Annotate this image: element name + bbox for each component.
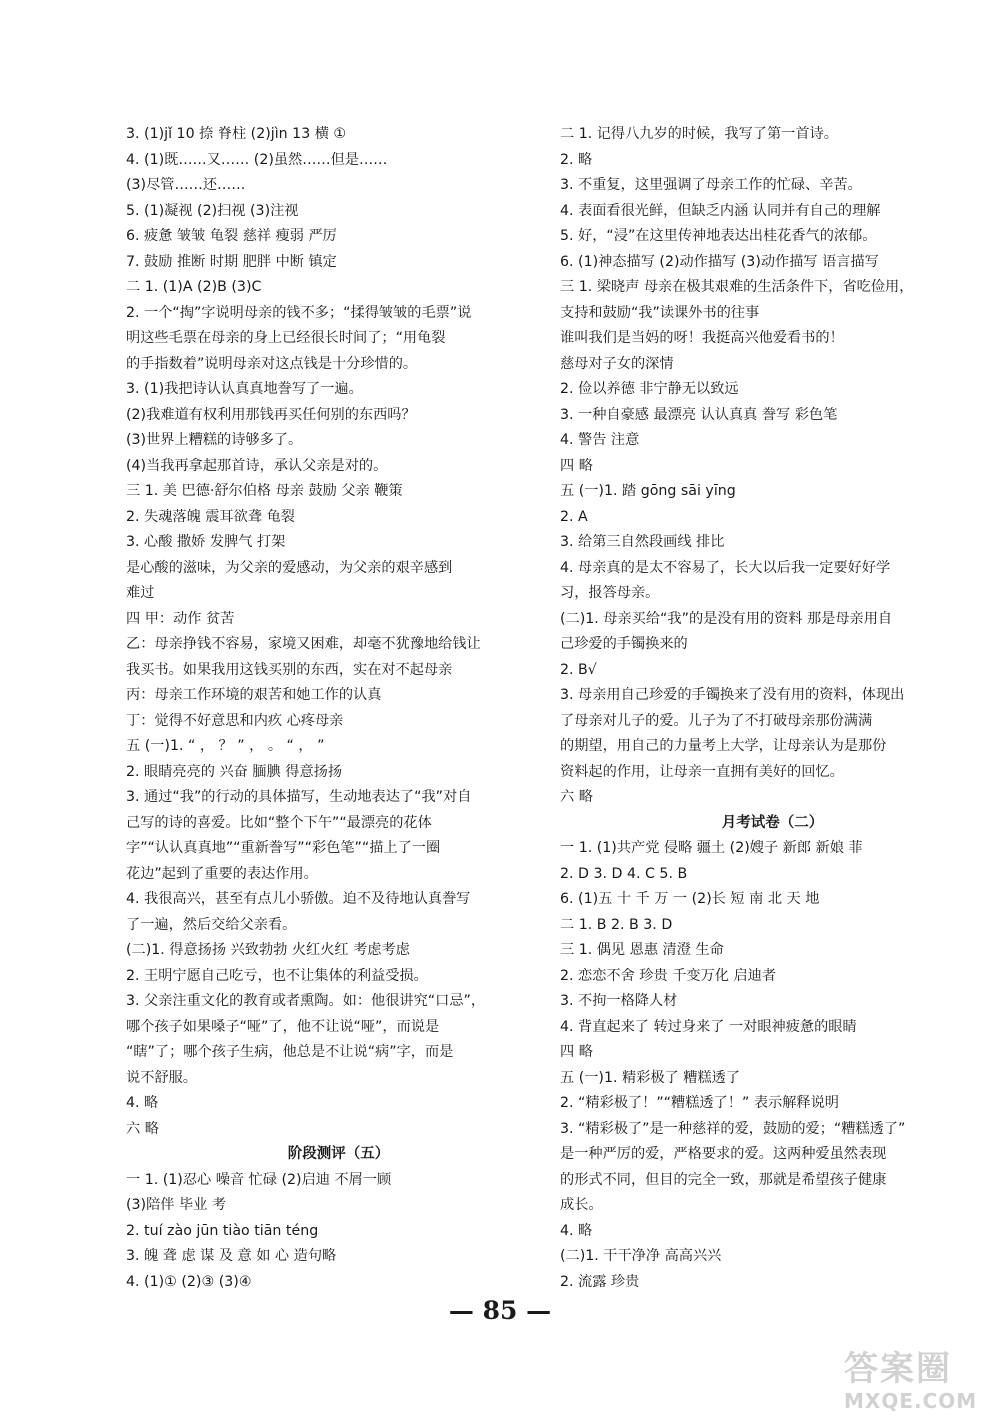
- answer-line: 资料起的作用，让母亲一直拥有美好的回忆。: [560, 763, 844, 780]
- answer-line: 了母亲对儿子的爱。儿子为了不打破母亲那份满满: [560, 712, 873, 729]
- answer-line: 己珍爱的手镯换来的: [560, 636, 688, 652]
- answer-line: 5. 好，“浸”在这里传神地表达出桂花香气的浓郁。: [560, 228, 877, 244]
- answer-line: 3. 父亲注重文化的教育或者熏陶。如：他很讲究“口忌”，: [126, 993, 486, 1009]
- answer-line: 3. 通过“我”的行动的具体描写，生动地表达了“我”对自: [126, 789, 472, 805]
- answer-line: 了一遍，然后交给父亲看。: [126, 916, 297, 933]
- answer-line: 2. 一个“掏”字说明母亲的钱不多；“揉得皱皱的毛票”说: [126, 304, 472, 321]
- answer-line: 一 1. (1)忍心 噪音 忙碌 (2)启迪 不屑一顾: [126, 1171, 392, 1188]
- answer-line: 2. B√: [560, 661, 597, 678]
- answer-line: 四 略: [560, 1044, 593, 1060]
- section-heading: 阶段测评（五）: [287, 1146, 390, 1162]
- answer-line: 6. (1)五 十 千 万 一 (2)长 短 南 北 天 地: [560, 891, 820, 907]
- answer-line: 是心酸的滋味，为父亲的爱感动，为父亲的艰辛感到: [126, 559, 453, 576]
- answer-line: 2. A: [560, 508, 588, 525]
- answer-line: 乙：母亲挣钱不容易，家境又困难，却毫不犹豫地给钱让: [126, 636, 481, 652]
- section-heading: 月考试卷（二）: [721, 814, 824, 831]
- answer-line: 说不舒服。: [126, 1069, 197, 1086]
- right-answer-column: [560, 122, 985, 1295]
- answer-line: 2. tuí zào jūn tiào tiān téng: [126, 1222, 319, 1239]
- answer-line: 3. “精彩极了”是一种慈祥的爱，鼓励的爱；“糟糕透了”: [560, 1120, 906, 1137]
- answer-line: 2. 恋恋不舍 珍贵 千变万化 启迪者: [560, 967, 777, 984]
- answer-line: 四 略: [560, 457, 593, 474]
- answer-line: 明这些毛票在母亲的身上已经很长时间了；“用龟裂: [126, 330, 446, 346]
- answer-line: 的期望，用自己的力量考上大学，让母亲认为是那份: [560, 738, 887, 754]
- answer-line: 谁叫我们是当妈的呀！我挺高兴他爱看书的！: [560, 330, 844, 346]
- answer-line: 3. 一种自豪感 最漂亮 认认真真 誊写 彩色笔: [560, 406, 838, 423]
- answer-line: 的手指数着”说明母亲对这点钱是十分珍惜的。: [126, 355, 418, 372]
- left-answer-column: [126, 122, 551, 1295]
- answer-line: 己写的诗的喜爱。比如“整个下午”“最漂亮的花体: [126, 814, 432, 831]
- answer-line: 支持和鼓励“我”读课外书的往事: [560, 304, 760, 321]
- answer-line: 4. 背直起来了 转过身来了 一对眼神疲惫的眼睛: [560, 1018, 857, 1035]
- answer-line: 难过: [126, 585, 155, 601]
- answer-line: 2. 流露 珍贵: [560, 1273, 640, 1290]
- answer-line: 花边”起到了重要的表达作用。: [126, 865, 318, 882]
- answer-line: 丁：觉得不好意思和内疚 心疼母亲: [126, 712, 344, 729]
- answer-line: 哪个孩子如果嗓子“哑”了，他不让说“哑”，而说是: [126, 1018, 440, 1035]
- answer-line: (3)尽管……还……: [126, 177, 246, 193]
- answer-line: 4. 我很高兴，甚至有点儿小骄傲。迫不及待地认真誊写: [126, 891, 471, 907]
- answer-line: 五 (一)1. “ ， ？ ” ， 。 “ ， ”: [126, 738, 325, 754]
- answer-line: 3. (1)我把诗认认真真地誊写了一遍。: [126, 381, 363, 397]
- answer-line: 二 1. B 2. B 3. D: [560, 916, 673, 933]
- answer-line: 2. “精彩极了！”“糟糕透了！” 表示解释说明: [560, 1095, 839, 1111]
- answer-line: 二 1. (1)A (2)B (3)C: [126, 279, 262, 295]
- answer-line: (二)1. 干干净净 高高兴兴: [560, 1248, 722, 1264]
- answer-line: 2. 王明宁愿自己吃亏，也不让集体的利益受损。: [126, 967, 428, 984]
- answer-line: (二)1. 母亲买给“我”的是没有用的资料 那是母亲用自: [560, 610, 893, 627]
- answer-line: 6. 疲惫 皱皱 龟裂 慈祥 瘦弱 严厉: [126, 228, 337, 244]
- answer-line: 字”“认认真真地”“重新誊写”“彩色笔”“描上了一圈: [126, 840, 441, 856]
- answer-line: (2)我难道有权利用那钱再买任何别的东西吗？: [126, 406, 416, 423]
- answer-line: 3. 心酸 撒娇 发脾气 打架: [126, 534, 286, 550]
- answer-line: 3. 不拘一格降人材: [560, 993, 678, 1009]
- answer-line: 3. 不重复，这里强调了母亲工作的忙碌、辛苦。: [560, 177, 862, 193]
- answer-line: 的形式不同，但目的完全一致，那就是希望孩子健康: [560, 1171, 887, 1188]
- answer-line: 六 略: [560, 789, 593, 805]
- answer-line: 三 1. 偶见 恩惠 清澄 生命: [560, 942, 724, 958]
- answer-line: 2. 失魂落魄 震耳欲聋 龟裂: [126, 508, 295, 525]
- answer-line: 3. 母亲用自己珍爱的手镯换来了没有用的资料，体现出: [560, 687, 905, 703]
- answer-line: 4. (1)① (2)③ (3)④: [126, 1273, 252, 1290]
- answer-line: 二 1. 记得八九岁的时候，我写了第一首诗。: [560, 126, 838, 142]
- answer-line: 7. 鼓励 推断 时期 肥胖 中断 镇定: [126, 253, 337, 270]
- answer-line: 2. 眼睛亮亮的 兴奋 腼腆 得意扬扬: [126, 763, 343, 780]
- answer-line: 4. 表面看很光鲜，但缺乏内涵 认同并有自己的理解: [560, 202, 881, 219]
- answer-line: 成长。: [560, 1197, 603, 1213]
- answer-line: 五 (一)1. 踏 gōng sāi yīng: [560, 483, 736, 499]
- answer-line: 3. 给第三自然段画线 排比: [560, 534, 725, 550]
- answer-line: 2. 略: [560, 151, 593, 168]
- answer-line: 习，报答母亲。: [560, 585, 660, 601]
- answer-line: 是一种严厉的爱，严格要求的爱。这两种爱虽然表现: [560, 1146, 887, 1162]
- page-number: — 85 —: [448, 1296, 552, 1325]
- answer-line: 四 甲：动作 贫苦: [126, 610, 235, 627]
- answer-line: 4. 略: [126, 1095, 159, 1111]
- answer-line: 三 1. 美 巴德·舒尔伯格 母亲 鼓励 父亲 鞭策: [126, 483, 403, 499]
- answer-line: “瞎”了；哪个孩子生病，他总是不让说“病”字，而是: [126, 1044, 454, 1060]
- answer-line: 6. (1)神态描写 (2)动作描写 (3)动作描写 语言描写: [560, 253, 879, 270]
- answer-line: 4. 母亲真的是太不容易了，长大以后我一定要好好学: [560, 559, 891, 576]
- answer-line: 4. 略: [560, 1222, 593, 1239]
- answer-line: 慈母对子女的深情: [560, 355, 674, 372]
- answer-line: (3)陪伴 毕业 考: [126, 1197, 227, 1213]
- answer-line: 我买书。如果我用这钱买别的东西，实在对不起母亲: [126, 661, 453, 678]
- answer-line: 五 (一)1. 精彩极了 糟糕透了: [560, 1069, 741, 1086]
- answer-line: (4)当我再拿起那首诗，承认父亲是对的。: [126, 457, 388, 474]
- answer-line: 4. 警告 注意: [560, 432, 640, 448]
- answer-line: 丙：母亲工作环境的艰苦和她工作的认真: [126, 687, 382, 703]
- answer-line: (二)1. 得意扬扬 兴致勃勃 火红火红 考虑考虑: [126, 942, 410, 958]
- answer-line: 3. 魄 聋 虑 谋 及 意 如 心 造句略: [126, 1248, 337, 1264]
- watermark-logo: 答案圈 MXQE.COM: [844, 1349, 978, 1413]
- answer-line: 六 略: [126, 1120, 159, 1137]
- answer-line: 3. (1)jǐ 10 捺 脊柱 (2)jìn 13 横 ①: [126, 126, 347, 142]
- answer-line: 5. (1)凝视 (2)扫视 (3)注视: [126, 202, 299, 219]
- answer-line: 2. D 3. D 4. C 5. B: [560, 865, 688, 882]
- answer-line: 一 1. (1)共产党 侵略 疆土 (2)嫂子 新郎 新娘 菲: [560, 840, 863, 856]
- answer-line: 三 1. 梁晓声 母亲在极其艰难的生活条件下，省吃俭用，: [560, 279, 914, 295]
- answer-line: (3)世界上糟糕的诗够多了。: [126, 432, 303, 448]
- answer-line: 2. 俭以养德 非宁静无以致远: [560, 381, 739, 397]
- answer-line: 4. (1)既……又…… (2)虽然……但是……: [126, 151, 388, 168]
